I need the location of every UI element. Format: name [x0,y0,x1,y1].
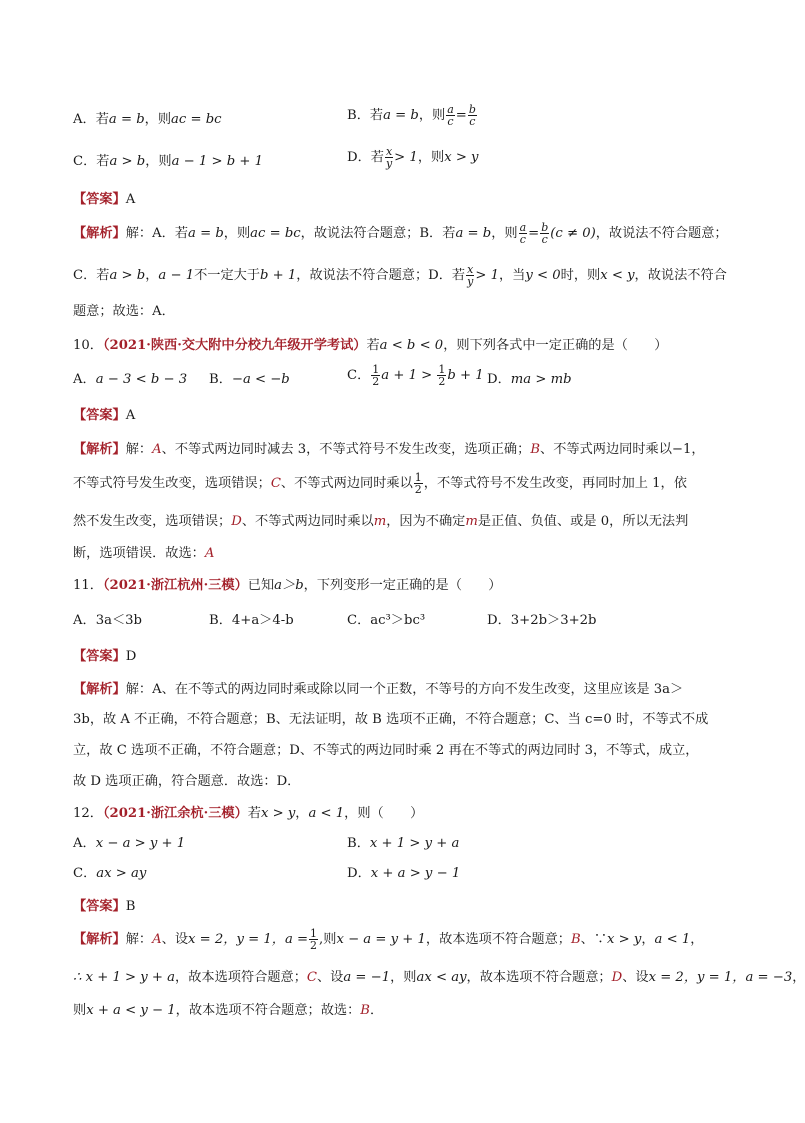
text-fragment: a = b [188,226,224,241]
text-fragment: B．若 [347,108,384,123]
text-fragment: > 1 [475,268,499,283]
q12-analysis-line2 [73,966,805,985]
text-fragment: D． [347,866,371,881]
text-fragment: x − a > y + 1 [95,836,186,851]
text-fragment: D [231,514,242,529]
text-fragment: 解： [125,442,153,457]
q9-option-c [73,150,263,169]
text-fragment: B．4+a＞4-b [209,613,294,628]
text-fragment: ，故说法符合题意；B．若 [300,226,456,241]
text-fragment: ，因为不确定 [386,514,466,529]
text-fragment: ， [792,970,805,985]
q9-analysis-line2 [73,264,727,287]
text-fragment: ，故本选项不符合题意； [466,970,612,985]
text-fragment: 题意；故选：A． [73,304,175,319]
text-fragment: 、不等式两边同时乘以 [280,476,413,491]
q10-analysis-line1 [73,438,705,457]
text-fragment: 1 [310,927,318,940]
q9-option-a [73,108,222,127]
text-fragment: ，故本选项不符合题意； [425,932,571,947]
text-fragment: 12． [73,806,103,821]
q11-analysis-line1 [73,678,683,697]
text-fragment: ，则 [491,226,518,241]
q9-answer [73,188,135,207]
fraction [385,146,393,169]
q11-analysis-line4 [73,770,300,789]
q11-analysis-line2 [73,708,708,727]
text-fragment: 若 [366,338,380,353]
q12-option-b [347,832,459,851]
q9-option-d [347,146,479,169]
text-fragment: D．3+2b＞3+2b [487,613,597,628]
text-fragment: D． [487,372,511,387]
q10-answer [73,404,135,423]
fraction [519,222,528,245]
text-fragment: C [270,476,281,491]
text-fragment: （2021·浙江余杭·三模） [102,806,248,821]
text-fragment: x > y [607,932,642,947]
text-fragment: ， [145,268,159,283]
text-fragment: ，故说法不符合题意； [595,226,728,241]
text-fragment: ax > ay [96,866,147,881]
text-fragment: 不一定大于 [194,268,261,283]
text-fragment: 立，故 C 选项不正确，不符合题意；D、不等式的两边同时乘 2 再在不等式的两边同时 3，不等式，成立， [73,743,699,758]
text-fragment: B． [347,836,370,851]
text-fragment: C． [347,368,371,383]
text-fragment: ∴ x + 1 > y + a [73,970,176,985]
text-fragment: ，下列变形一定正确的是（ ） [303,578,502,593]
text-fragment: （2021·浙江杭州·三模） [102,578,248,593]
text-fragment: 、不等式两边同时乘以−1， [540,442,705,457]
text-fragment: y [385,157,393,170]
text-fragment: ． [369,1003,384,1018]
q11-option-b [209,609,294,628]
q12-option-c [73,862,146,881]
text-fragment: 1 [414,471,422,484]
fraction [468,104,477,127]
text-fragment: B． [209,372,232,387]
text-fragment: a + 1 > [381,368,433,383]
text-fragment: C．ac³＞bc³ [347,613,426,628]
text-fragment: 【解析】 [73,226,126,241]
text-fragment: ac = bc [250,226,301,241]
text-fragment: y < 0 [525,268,561,283]
text-fragment: m [465,514,478,529]
text-fragment: 2 [372,375,380,388]
q9-option-b [347,104,478,127]
q10-options [73,368,187,387]
q10-option-a [73,372,187,387]
fraction [540,222,549,245]
text-fragment: x + 1 > y + a [369,836,460,851]
q12-option-a [73,832,185,851]
text-fragment: A [125,192,136,207]
text-fragment: 【解析】 [73,682,126,697]
q11-analysis-line3 [73,739,698,758]
fraction [466,264,474,287]
text-fragment: x − a = y + 1 [336,932,426,947]
text-fragment: ，故本选项不符合题意；故选： [175,1003,361,1018]
text-fragment: A．3a＜3b [73,613,142,628]
text-fragment: ，则 [417,150,445,165]
text-fragment: B [125,899,136,914]
q10-option-d [487,368,572,387]
text-fragment: ， [295,806,309,821]
text-fragment: D [611,970,623,985]
text-fragment: b [468,103,476,116]
q10-option-b [209,368,290,387]
text-fragment: 解：A、在不等式的两边同时乘或除以同一个正数，不等号的方向不发生改变，这里应该是 3a＞ [125,682,684,697]
text-fragment: ，当 [498,268,526,283]
text-fragment: 【解析】 [73,442,126,457]
text-fragment: B [530,442,541,457]
text-fragment: 时，则 [560,268,601,283]
text-fragment: A [125,408,136,423]
text-fragment: 2 [414,483,422,496]
text-fragment: x [467,263,474,276]
text-fragment: = [528,226,540,241]
text-fragment: a < 1 [654,932,691,947]
text-fragment: ma > mb [510,372,572,387]
text-fragment: a < 1 [308,806,345,821]
text-fragment: a < b < 0 [379,338,444,353]
text-fragment: 、设 [161,932,189,947]
fraction [437,364,446,387]
q9-analysis-line1 [73,222,728,245]
text-fragment: ， [641,932,655,947]
text-fragment: b [541,221,549,234]
q10-option-c [347,364,484,387]
text-fragment: 已知 [247,578,275,593]
text-fragment: c [447,115,454,128]
q12-answer [73,895,135,914]
text-fragment: ，则 [145,154,172,169]
text-fragment: a − 3 < b − 3 [95,372,188,387]
text-fragment: > 1 [394,150,418,165]
text-fragment: a [447,103,454,116]
q10-stem [73,334,667,353]
text-fragment: 若 [247,806,261,821]
text-fragment: y [467,275,474,288]
fraction [371,364,380,387]
text-fragment: A． [73,836,96,851]
text-fragment: 2 [310,939,318,952]
text-fragment: ax < ay [416,970,467,985]
text-fragment: C． [73,866,97,881]
text-fragment: x + a > y − 1 [370,866,461,881]
text-fragment: b + 1 [447,368,484,383]
text-fragment: D．若 [347,150,384,165]
text-fragment: −a < −b [231,372,290,387]
text-fragment: = [455,108,467,123]
text-fragment: ac = bc [171,112,222,127]
text-fragment: （2021·陕西·交大附中分校九年级开学考试） [102,338,367,353]
text-fragment: c [541,233,548,246]
q12-analysis-line3 [73,999,383,1018]
text-fragment: ，则 [390,970,417,985]
text-fragment: A [152,442,162,457]
text-fragment: ，故说法不符合 [634,268,727,283]
text-fragment: 3b，故 A 不正确，不符合题意；B、无法证明，故 B 选项不正确，不符合题意；C、当 c=0 时，不等式不成 [73,712,709,727]
text-fragment: 【答案】 [73,899,126,914]
text-fragment: B [570,932,581,947]
text-fragment: 【答案】 [73,408,126,423]
text-fragment: a = b [383,108,419,123]
text-fragment: ，不等式符号不发生改变，再同时加上 1，依 [423,476,687,491]
text-fragment: (c ≠ 0) [550,226,596,241]
text-fragment: 2 [438,375,446,388]
text-fragment: ,则 [319,932,337,947]
q10-analysis-line4 [73,542,214,561]
text-fragment: 、不等式两边同时减去 3，不等式符号不发生改变，选项正确； [161,442,531,457]
text-fragment: 11． [73,578,103,593]
text-fragment: A [152,932,162,947]
q12-stem [73,802,423,821]
q9-analysis-line3 [73,300,175,319]
text-fragment: A．若 [73,112,109,127]
text-fragment: x [385,145,393,158]
text-fragment: 【答案】 [73,649,126,664]
text-fragment: A [204,546,215,561]
text-fragment: 是正值、负值、或是 0，所以无法判 [477,514,689,529]
text-fragment: a − 1 > b + 1 [171,154,263,169]
text-fragment: b + 1 [260,268,297,283]
q12-analysis-line1 [73,928,703,951]
text-fragment: a [519,221,527,234]
text-fragment: 解：A．若 [125,226,189,241]
text-fragment: ，则 [144,112,172,127]
fraction [446,104,455,127]
q10-analysis-line3 [73,510,688,529]
text-fragment: 断，选项错误．故选： [73,546,205,561]
text-fragment: x = 2，y = 1，a = [188,932,309,947]
text-fragment: x > y [260,806,296,821]
text-fragment: m [373,514,387,529]
text-fragment: 然不发生改变，选项错误； [73,514,232,529]
text-fragment: ，故说法不符合题意；D．若 [296,268,466,283]
text-fragment: c [519,233,526,246]
q11-answer [73,645,136,664]
q11-option-d [487,609,597,628]
text-fragment: 、∵ [580,932,608,947]
text-fragment: x > y [444,150,479,165]
text-fragment: 1 [372,363,380,376]
text-fragment: a − 1 [158,268,195,283]
text-fragment: C [306,970,317,985]
text-fragment: x < y [600,268,635,283]
text-fragment: 、设 [622,970,649,985]
q12-option-d [347,862,460,881]
fraction [309,928,318,951]
q11-option-a [73,609,142,628]
text-fragment: C．若 [73,268,110,283]
fraction [414,472,423,495]
text-fragment: 故 D 选项正确，符合题意．故选：D． [73,774,301,789]
text-fragment: 10． [73,338,103,353]
text-fragment: 不等式符号发生改变，选项错误； [73,476,271,491]
text-fragment: B [360,1003,370,1018]
text-fragment: a > b [109,154,146,169]
text-fragment: 1 [438,363,446,376]
text-fragment: x = 2，y = 1，a = −3 [648,970,793,985]
text-fragment: ，故本选项符合题意； [175,970,307,985]
text-fragment: x + a < y − 1 [86,1003,176,1018]
q11-option-c [347,609,425,628]
text-fragment: a = −1 [343,970,391,985]
text-fragment: c [469,115,476,128]
q11-stem [73,574,501,593]
text-fragment: ，则 [223,226,251,241]
text-fragment: a = b [108,112,145,127]
text-fragment: A． [73,372,96,387]
text-fragment: 解： [125,932,153,947]
text-fragment: ， [690,932,704,947]
text-fragment: 则 [73,1003,87,1018]
text-fragment: ，则（ ） [344,806,424,821]
text-fragment: D [125,649,137,664]
text-fragment: 【解析】 [73,932,126,947]
text-fragment: a＞b [274,578,304,593]
text-fragment: ，则 [418,108,446,123]
text-fragment: 、不等式两边同时乘以 [241,514,374,529]
text-fragment: a > b [109,268,146,283]
text-fragment: a = b [455,226,492,241]
q10-analysis-line2 [73,472,687,495]
text-fragment: 、设 [317,970,344,985]
text-fragment: C．若 [73,154,110,169]
text-fragment: ，则下列各式中一定正确的是（ ） [443,338,668,353]
text-fragment: 【答案】 [73,192,126,207]
